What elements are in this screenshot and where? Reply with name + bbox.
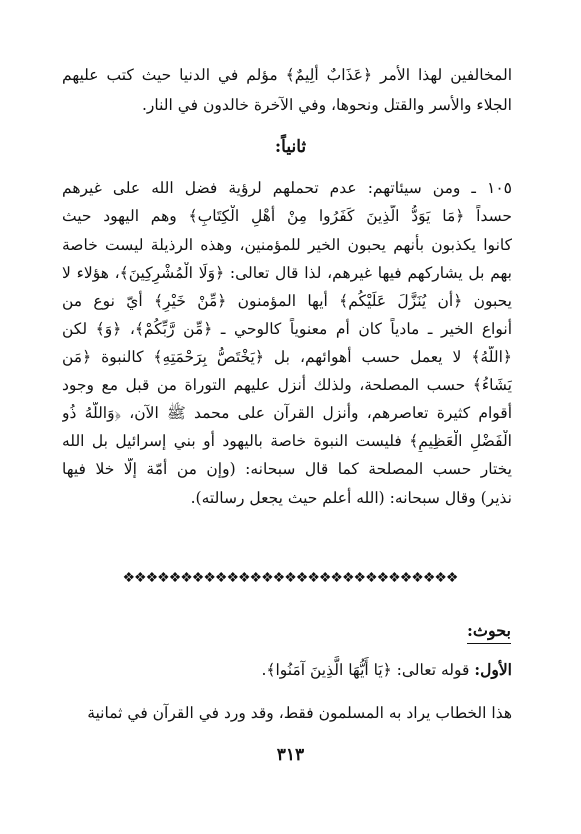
paragraph-line-11: يختار حسب المصلحة كما قال سبحانه: (وإن من أمّة إلّا خلا فيها	[62, 460, 512, 478]
intro-line-1: المخالفين لهذا الأمر ﴿عَذَابٌ أَلِيمٌ﴾ مؤلم في الدنيا حيث كتب عليهم	[62, 66, 512, 84]
research-heading: بحوث:	[467, 620, 511, 644]
page-number: ٣١٣	[276, 745, 305, 765]
paragraph-line-1: ١٠٥ ـ ومن سيئاتهم: عدم تحملهم لرؤية فضل الله على غيرهم	[62, 179, 512, 197]
paragraph-line-2: حسداً ﴿مَا يَوَدُّ الَّذِينَ كَفَرُوا مِنْ أَهْلِ الْكِتَابِ﴾ وهم اليهود حيث	[62, 207, 512, 225]
paragraph-line-6: أنواع الخير ـ مادياً كان أم معنوياً كالوحي ـ ﴿مِّن رَّبِّكُمْ﴾، ﴿وَ﴾ لكن	[62, 320, 512, 338]
paragraph-line-7: ﴿اللَّهُ﴾ لا يعمل حسب أهوائهم، بل ﴿يَخْتَصُّ بِرَحْمَتِهِ﴾ كالنبوة ﴿مَن	[62, 348, 512, 366]
research-first-item	[62, 659, 512, 681]
paragraph-line-9: أقوام كثيرة تعاصرهم، وأنزل القرآن على محمد ﷺ الآن، ﴿وَاللَّهُ ذُو	[62, 404, 512, 422]
ornamental-divider: ❖❖❖❖❖❖❖❖❖❖❖❖❖❖❖❖❖❖❖❖❖❖❖❖❖❖❖❖❖	[122, 570, 458, 586]
paragraph-line-4: بهم بل يشاركهم فيها غيرهم، لذا قال تعالى: ﴿وَلَا الْمُشْرِكِينَ﴾، هؤلاء لا	[62, 264, 512, 282]
section-heading-second: ثانياً:	[274, 137, 307, 157]
paragraph-line-8: يَشَاءُ﴾ حسب المصلحة، ولذلك أنزل عليهم التوراة من قبل مع وجود	[62, 376, 512, 394]
research-first-label: الأول:	[474, 660, 512, 679]
intro-line-2: الجلاء والأسر والقتل ونحوها، وفي الآخرة خالدون في النار.	[141, 96, 512, 114]
paragraph-line-3: كانوا يكذبون بأنهم يحبون الخير للمؤمنين، وهذه الرذيلة ليست خاصة	[62, 236, 512, 254]
research-first-text: قوله تعالى: ﴿يَا أَيُّهَا الَّذِينَ آمَنُوا﴾.	[261, 661, 470, 679]
paragraph-line-12: نذير) وقال سبحانه: (الله أعلم حيث يجعل رسالته).	[190, 489, 512, 507]
research-body-line: هذا الخطاب يراد به المسلمون فقط، وقد ورد في القرآن في ثمانية	[87, 704, 512, 722]
paragraph-line-10: الْفَضْلِ الْعَظِيمِ﴾ فليست النبوة خاصة باليهود أو بني إسرائيل بل الله	[62, 432, 512, 450]
paragraph-line-5: يحبون ﴿أَن يُنَزَّلَ عَلَيْكُم﴾ أيها المؤمنون ﴿مِّنْ خَيْرٍ﴾ أيّ نوع من	[62, 292, 512, 310]
